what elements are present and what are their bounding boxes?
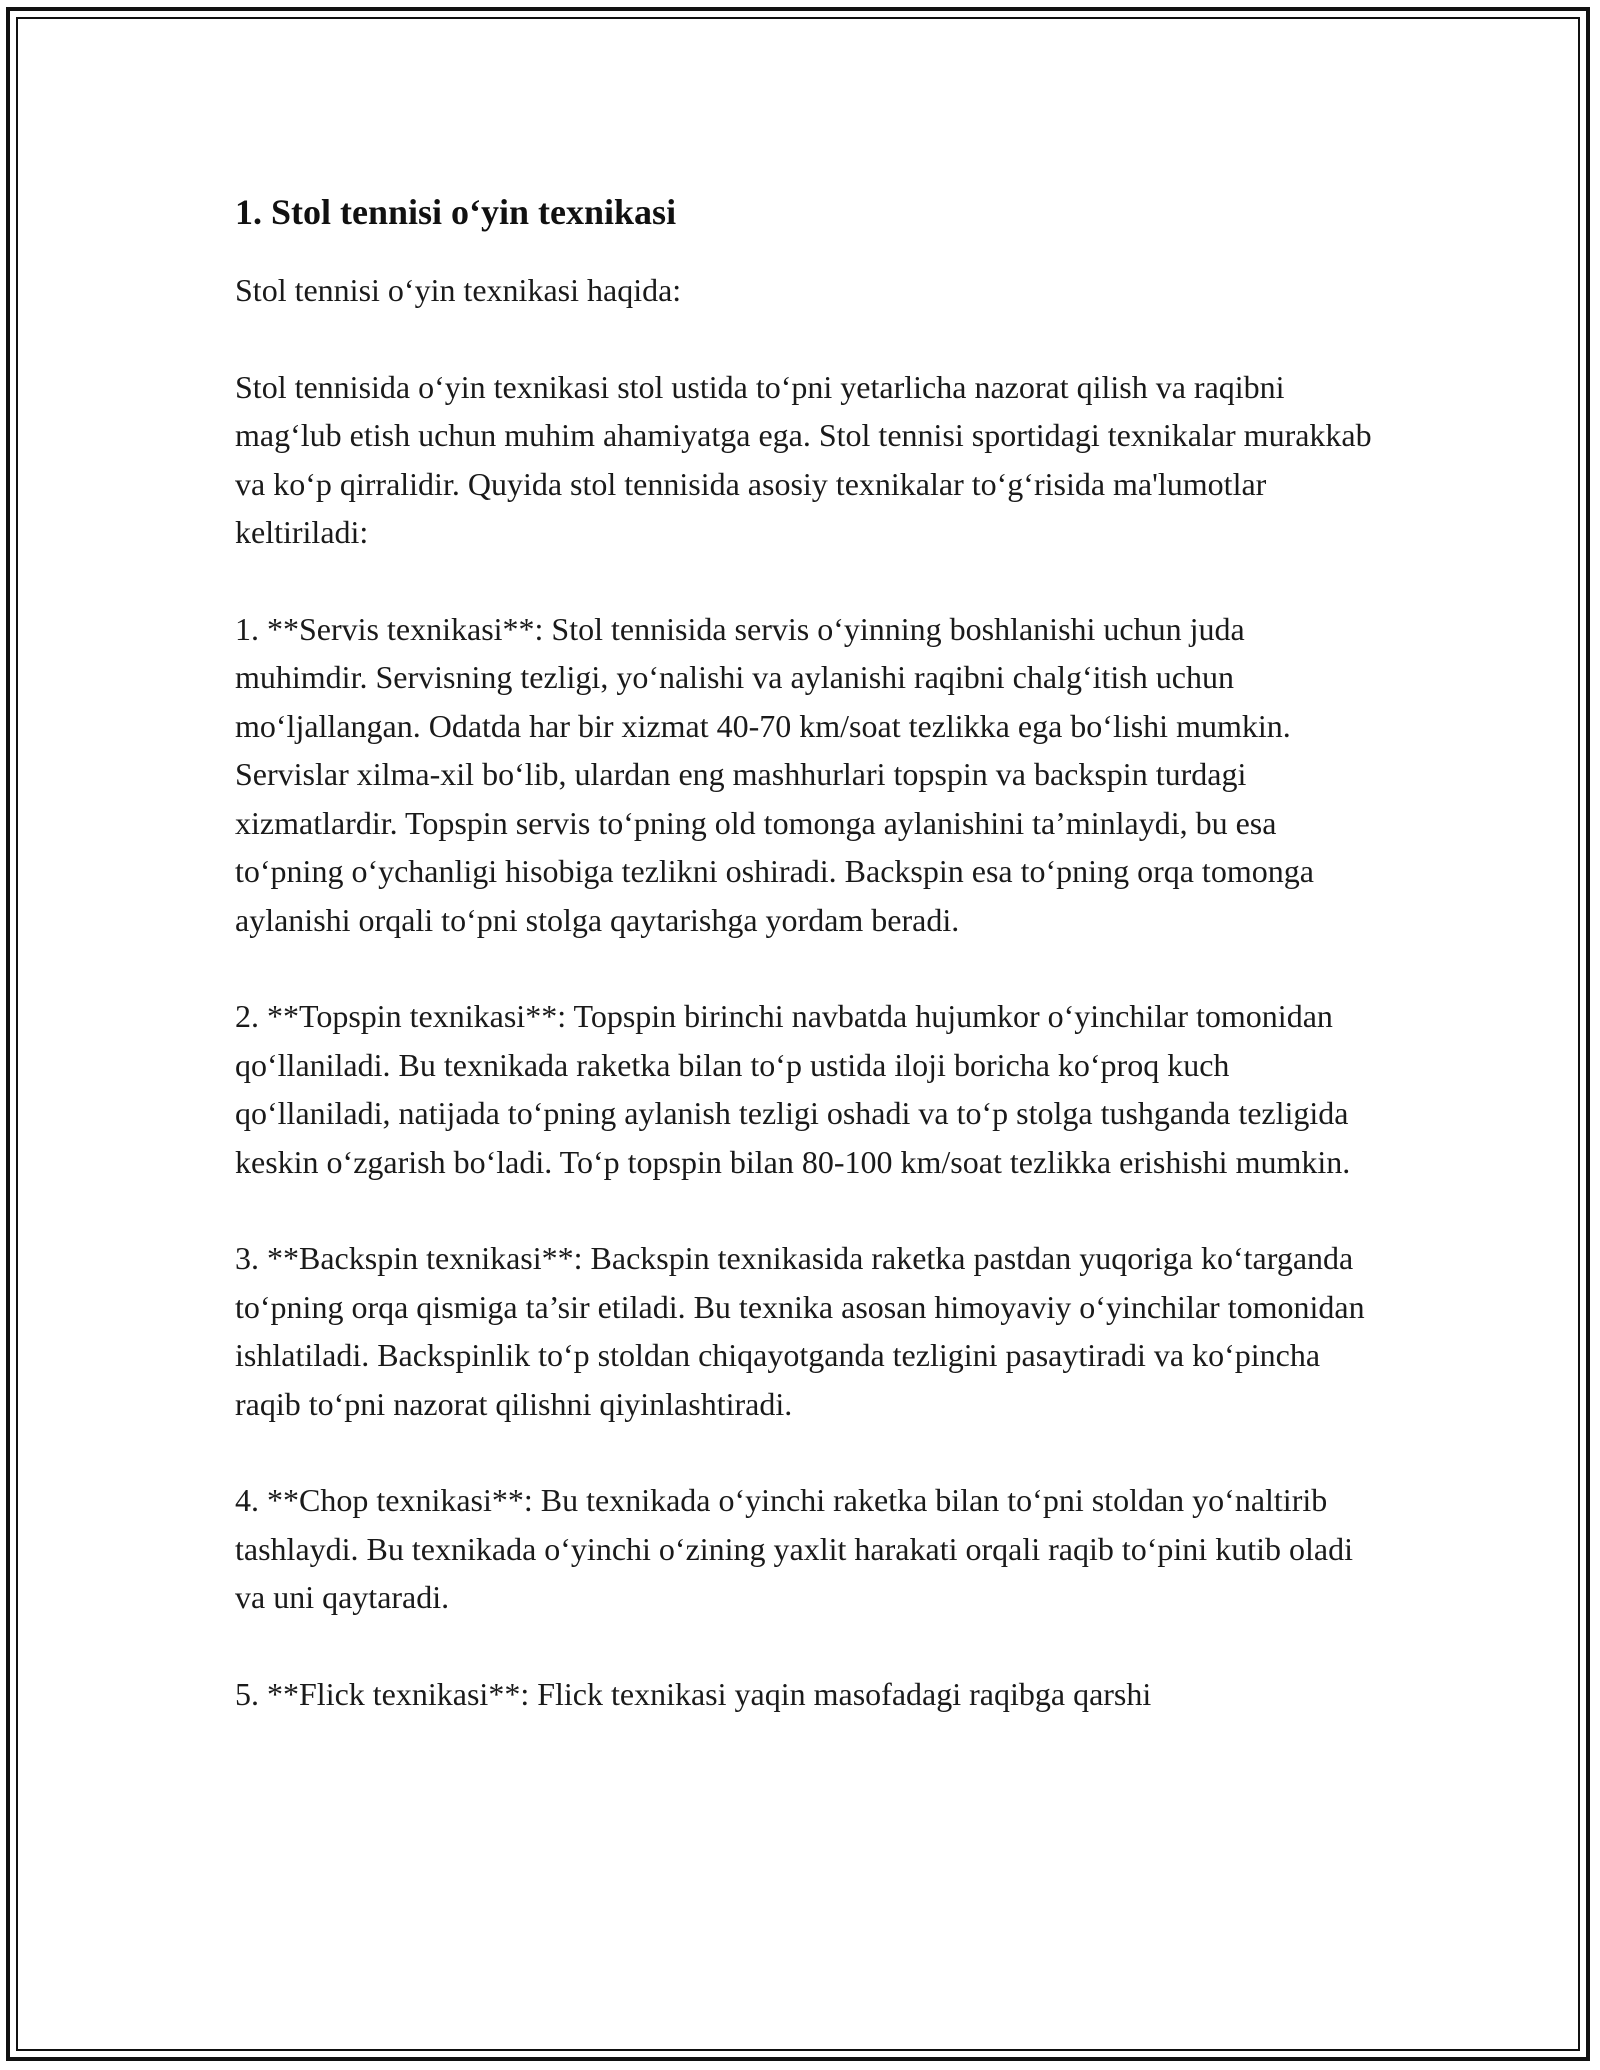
document-heading: 1. Stol tennisi o‘yin texnikasi <box>235 192 677 232</box>
document-body <box>235 188 1375 1766</box>
flick-paragraph: 5. **Flick texnikasi**: Flick texnikasi yaqin masofadagi raqibga qarshi <box>235 1675 1152 1712</box>
servis-paragraph: 1. **Servis texnikasi**: Stol tennisida servis o‘yinning boshlanishi uchun juda muhimdir. Servisning tezligi, yo‘nalishi va aylanishi raqibni chalg‘itish uchun mo‘ljallangan. Odatda har bir xizmat 40-70 km/soat tezlikka ega bo‘lishi mumkin. Servislar xilma-xil bo‘lib, ulardan eng mashhurlari topspin va backspin turdagi xizmatlardir. Topspin servis to‘pning old tomonga aylanishini ta’minlaydi, bu esa to‘pning o‘ychanligi hisobiga tezlikni oshiradi. Backspin esa to‘pning orqa tomonga aylanishi orqali to‘pni stolga qaytarishga yordam beradi. <box>235 610 1314 938</box>
chop-paragraph: 4. **Chop texnikasi**: Bu texnikada o‘yinchi raketka bilan to‘pni stoldan yo‘naltirib tashlaydi. Bu texnikada o‘yinchi o‘zining yaxlit harakati orqali raqib to‘pini kutib oladi va uni qaytaradi. <box>235 1482 1353 1615</box>
backspin-paragraph: 3. **Backspin texnikasi**: Backspin texnikasida raketka pastdan yuqoriga ko‘targanda to‘pning orqa qismiga ta’sir etiladi. Bu texnika asosan himoyaviy o‘yinchilar tomonidan ishlatiladi. Backspinlik to‘p stoldan chiqayotganda tezligini pasaytiradi va ko‘pincha raqib to‘pni nazorat qilishni qiyinlashtiradi. <box>235 1240 1365 1422</box>
intro-paragraph: Stol tennisida o‘yin texnikasi stol ustida to‘pni yetarlicha nazorat qilish va raqibni mag‘lub etish uchun muhim ahamiyatga ega. Stol tennisi sportidagi texnikalar murakkab va ko‘p qirralidir. Quyida stol tennisida asosiy texnikalar to‘g‘risida ma'lumotlar keltiriladi: <box>235 368 1372 550</box>
intro-line: Stol tennisi o‘yin texnikasi haqida: <box>235 272 682 308</box>
topspin-paragraph: 2. **Topspin texnikasi**: Topspin birinchi navbatda hujumkor o‘yinchilar tomonidan qo‘llaniladi. Bu texnikada raketka bilan to‘p ustida iloji boricha ko‘proq kuch qo‘llaniladi, natijada to‘pning aylanish tezligi oshadi va to‘p stolga tushganda tezligida keskin o‘zgarish bo‘ladi. To‘p topspin bilan 80-100 km/soat tezlikka erishishi mumkin. <box>235 998 1351 1180</box>
